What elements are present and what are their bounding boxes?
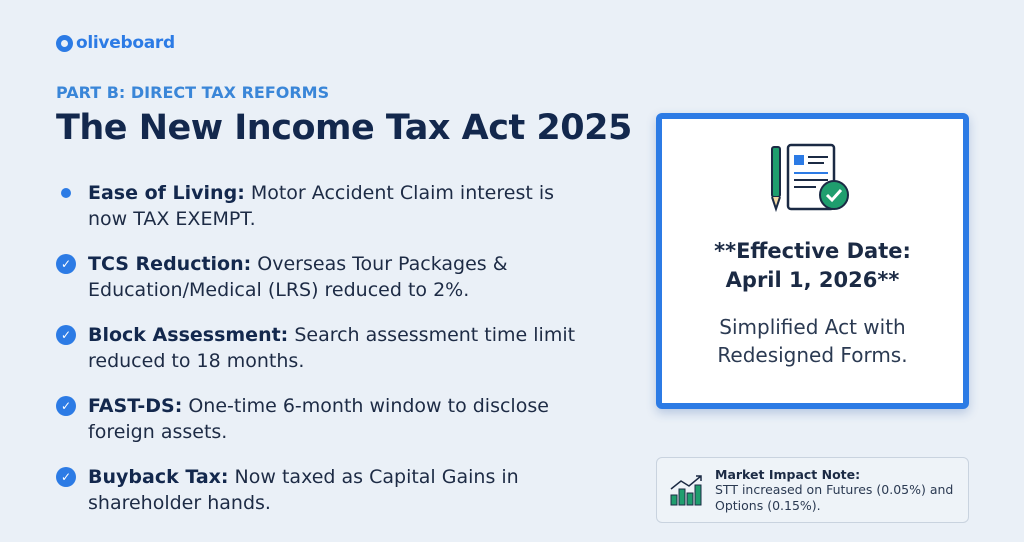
item-label: Block Assessment: <box>88 324 289 346</box>
brand-logo <box>56 33 175 53</box>
logo-mark-icon <box>56 35 73 52</box>
item-label: Ease of Living: <box>88 182 245 204</box>
effective-date-line2: April 1, 2026** <box>725 268 900 292</box>
item-text: Motor Accident Claim interest is now TAX EXEMPT. <box>88 182 555 230</box>
note-line2: Options (0.15%). <box>715 497 821 513</box>
list-item <box>56 322 576 374</box>
check-icon: ✓ <box>56 396 76 416</box>
document-check-icon <box>768 143 858 215</box>
page-title: The New Income Tax Act 2025 <box>56 108 632 148</box>
effective-date-card <box>656 113 969 409</box>
card-desc-line2: Redesigned Forms. <box>717 343 908 367</box>
item-label: TCS Reduction: <box>88 253 252 275</box>
list-item <box>56 180 576 232</box>
check-icon: ✓ <box>56 325 76 345</box>
item-label: Buyback Tax: <box>88 466 229 488</box>
item-text: Overseas Tour Packages & Education/Medical (LRS) reduced to 2%. <box>88 253 508 301</box>
market-impact-note <box>656 457 969 523</box>
item-text: One-time 6-month window to disclose foreign assets. <box>88 395 549 443</box>
reform-list <box>56 180 576 535</box>
item-text: Search assessment time limit reduced to 18 months. <box>88 324 576 372</box>
list-item <box>56 464 576 516</box>
card-desc-line1: Simplified Act with <box>719 315 906 339</box>
list-item <box>56 393 576 445</box>
section-kicker: PART B: DIRECT TAX REFORMS <box>56 83 330 102</box>
item-text: Now taxed as Capital Gains in shareholder hands. <box>88 466 519 514</box>
dot-icon <box>61 188 71 198</box>
brand-name: oliveboard <box>76 33 175 53</box>
list-item <box>56 251 576 303</box>
note-heading: Market Impact Note: <box>715 466 861 482</box>
effective-date-line1: **Effective Date: <box>714 239 911 263</box>
check-icon: ✓ <box>56 254 76 274</box>
item-label: FAST-DS: <box>88 395 183 417</box>
bar-chart-trend-icon <box>669 473 705 507</box>
check-icon: ✓ <box>56 467 76 487</box>
note-line1: STT increased on Futures (0.05%) and <box>715 481 954 497</box>
